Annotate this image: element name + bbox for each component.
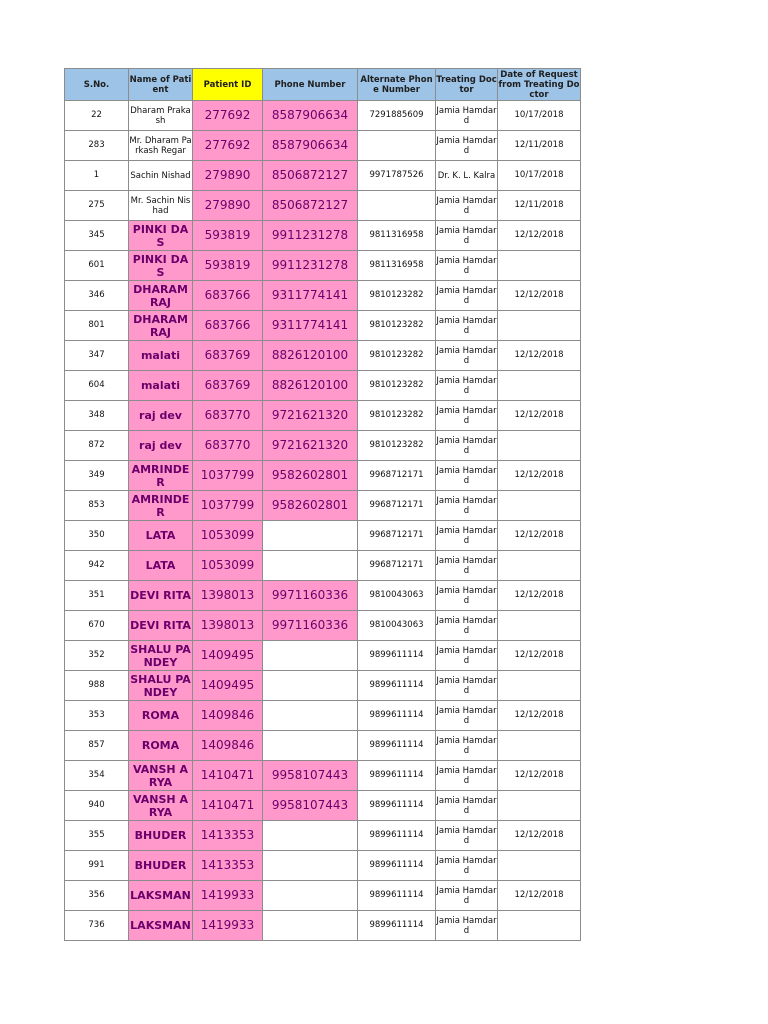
cell-date[interactable] <box>498 371 581 401</box>
cell-date[interactable]: 12/12/2018 <box>498 581 581 611</box>
cell-patient-name[interactable]: SHALU PANDEY <box>130 642 191 669</box>
cell-sno[interactable]: 352 <box>65 641 129 671</box>
cell-patient-id[interactable]: 1419933 <box>193 881 263 911</box>
cell-phone[interactable] <box>263 551 358 581</box>
table-row <box>65 851 581 881</box>
cell-phone[interactable]: 8506872127 <box>263 161 358 191</box>
table-row <box>65 701 581 731</box>
cell-sno[interactable]: 351 <box>65 581 129 611</box>
cell-alt-phone[interactable]: 9968712171 <box>358 461 436 491</box>
cell-date[interactable] <box>498 431 581 461</box>
cell-sno[interactable]: 601 <box>65 251 129 281</box>
cell-sno[interactable]: 345 <box>65 221 129 251</box>
cell-alt-phone[interactable]: 9810123282 <box>358 431 436 461</box>
cell-phone[interactable]: 8826120100 <box>263 341 358 371</box>
cell-date[interactable]: 12/12/2018 <box>498 281 581 311</box>
cell-alt-phone[interactable] <box>358 131 436 161</box>
cell-alt-phone[interactable]: 9968712171 <box>358 551 436 581</box>
table-row <box>65 911 581 941</box>
cell-sno[interactable]: 670 <box>65 611 129 641</box>
cell-alt-phone[interactable]: 9810123282 <box>358 311 436 341</box>
cell-patient-name[interactable]: LAKSMAN <box>129 881 193 911</box>
cell-patient-id[interactable]: 1037799 <box>193 491 263 521</box>
cell-date[interactable]: 12/12/2018 <box>498 701 581 731</box>
cell-phone[interactable] <box>263 641 358 671</box>
cell-patient-name[interactable]: VANSH ARYA <box>129 791 193 821</box>
cell-patient-id[interactable]: 1413353 <box>193 851 263 881</box>
cell-alt-phone[interactable]: 9899611114 <box>358 641 436 671</box>
cell-patient-name[interactable]: PINKI DAS <box>129 251 193 281</box>
cell-alt-phone[interactable]: 9899611114 <box>358 821 436 851</box>
cell-sno[interactable]: 347 <box>65 341 129 371</box>
cell-sno[interactable]: 275 <box>65 191 129 221</box>
cell-patient-id[interactable]: 683769 <box>193 341 263 371</box>
table-row <box>65 191 581 221</box>
cell-alt-phone[interactable]: 9899611114 <box>358 851 436 881</box>
cell-date[interactable] <box>498 731 581 761</box>
cell-patient-name[interactable]: LATA <box>129 551 193 581</box>
cell-doctor[interactable]: Jamia Hamdard <box>436 701 498 731</box>
table-row <box>65 641 581 671</box>
cell-date[interactable] <box>498 491 581 521</box>
cell-sno[interactable]: 349 <box>65 461 129 491</box>
cell-alt-phone[interactable]: 9810043063 <box>358 611 436 641</box>
cell-doctor[interactable]: Jamia Hamdard <box>436 911 498 941</box>
cell-alt-phone[interactable]: 9899611114 <box>358 731 436 761</box>
cell-patient-name[interactable]: LAKSMAN <box>129 911 193 941</box>
cell-phone[interactable]: 8587906634 <box>263 131 358 161</box>
table-row <box>65 761 581 791</box>
cell-alt-phone[interactable]: 9811316958 <box>358 221 436 251</box>
cell-date[interactable]: 12/12/2018 <box>498 461 581 491</box>
cell-doctor[interactable]: Dr. K. L. Kalra <box>436 161 498 191</box>
header-doctor: Treating Doctor <box>436 69 498 101</box>
cell-sno[interactable]: 356 <box>65 881 129 911</box>
cell-patient-id[interactable]: 1409495 <box>193 671 263 701</box>
cell-patient-id[interactable]: 1398013 <box>193 581 263 611</box>
header-phone: Phone Number <box>263 69 358 101</box>
cell-doctor[interactable]: Jamia Hamdard <box>436 251 498 281</box>
cell-patient-name[interactable]: AMRINDER <box>129 491 193 521</box>
cell-patient-id[interactable]: 1053099 <box>193 551 263 581</box>
cell-patient-name[interactable]: DHARAM RAJ <box>129 311 193 341</box>
cell-patient-name[interactable]: SHALU PANDEY <box>130 672 191 699</box>
cell-patient-id[interactable]: 1409846 <box>193 701 263 731</box>
cell-date[interactable]: 10/17/2018 <box>498 101 581 131</box>
cell-doctor[interactable]: Jamia Hamdard <box>436 401 498 431</box>
cell-alt-phone[interactable]: 9968712171 <box>358 521 436 551</box>
cell-phone[interactable] <box>263 881 358 911</box>
cell-patient-name[interactable]: BHUDER <box>129 821 193 851</box>
cell-doctor[interactable]: Jamia Hamdard <box>436 641 498 671</box>
table-row <box>65 431 581 461</box>
cell-patient-name[interactable]: raj dev <box>129 431 193 461</box>
cell-sno[interactable]: 736 <box>65 911 129 941</box>
cell-patient-id[interactable]: 1410471 <box>193 791 263 821</box>
cell-patient-name[interactable]: AMRINDER <box>129 461 193 491</box>
cell-doctor[interactable]: Jamia Hamdard <box>436 581 498 611</box>
cell-patient-id[interactable]: 683769 <box>193 371 263 401</box>
cell-date[interactable] <box>498 671 581 701</box>
cell-doctor[interactable]: Jamia Hamdard <box>436 491 498 521</box>
cell-patient-name[interactable]: ROMA <box>129 731 193 761</box>
cell-patient-id[interactable]: 683766 <box>193 281 263 311</box>
cell-doctor[interactable]: Jamia Hamdard <box>436 821 498 851</box>
table-row <box>65 131 581 161</box>
cell-alt-phone[interactable]: 9899611114 <box>358 911 436 941</box>
cell-patient-id[interactable]: 277692 <box>193 101 263 131</box>
cell-alt-phone[interactable]: 9968712171 <box>358 491 436 521</box>
cell-date[interactable]: 12/11/2018 <box>498 131 581 161</box>
cell-sno[interactable]: 22 <box>65 101 129 131</box>
cell-phone[interactable]: 9958107443 <box>263 761 358 791</box>
table-row <box>65 281 581 311</box>
cell-phone[interactable]: 9582602801 <box>263 461 358 491</box>
table-row <box>65 551 581 581</box>
table-row <box>65 161 581 191</box>
cell-doctor[interactable]: Jamia Hamdard <box>436 431 498 461</box>
cell-sno[interactable]: 1 <box>65 161 129 191</box>
cell-date[interactable] <box>498 551 581 581</box>
cell-sno[interactable]: 350 <box>65 521 129 551</box>
header-sno: S.No. <box>65 69 129 101</box>
cell-patient-name[interactable]: Mr. Dharam Parkash Regar <box>129 131 193 161</box>
cell-patient-name[interactable]: ROMA <box>129 701 193 731</box>
cell-patient-id[interactable]: 279890 <box>193 161 263 191</box>
cell-sno[interactable]: 348 <box>65 401 129 431</box>
cell-phone[interactable]: 9911231278 <box>263 251 358 281</box>
cell-alt-phone[interactable]: 9899611114 <box>358 881 436 911</box>
table-row <box>65 371 581 401</box>
cell-doctor[interactable]: Jamia Hamdard <box>436 221 498 251</box>
cell-alt-phone[interactable]: 9899611114 <box>358 671 436 701</box>
cell-doctor[interactable]: Jamia Hamdard <box>436 191 498 221</box>
cell-phone[interactable]: 9311774141 <box>263 281 358 311</box>
table-row <box>65 581 581 611</box>
cell-phone[interactable]: 8826120100 <box>263 371 358 401</box>
table-row <box>65 791 581 821</box>
table-row <box>65 101 581 131</box>
cell-sno[interactable]: 991 <box>65 851 129 881</box>
cell-patient-id[interactable]: 683766 <box>193 311 263 341</box>
cell-patient-name[interactable]: Sachin Nishad <box>129 161 193 191</box>
cell-phone[interactable] <box>263 911 358 941</box>
cell-phone[interactable]: 9971160336 <box>263 611 358 641</box>
cell-doctor[interactable]: Jamia Hamdard <box>436 731 498 761</box>
cell-sno[interactable]: 801 <box>65 311 129 341</box>
table-row <box>65 611 581 641</box>
cell-doctor[interactable]: Jamia Hamdard <box>436 341 498 371</box>
table-row <box>65 731 581 761</box>
cell-date[interactable]: 12/12/2018 <box>498 641 581 671</box>
cell-phone[interactable]: 9911231278 <box>263 221 358 251</box>
header-name: Name of Patient <box>129 69 193 101</box>
cell-doctor[interactable]: Jamia Hamdard <box>436 461 498 491</box>
cell-date[interactable]: 12/12/2018 <box>498 521 581 551</box>
cell-doctor[interactable]: Jamia Hamdard <box>436 671 498 701</box>
cell-doctor[interactable]: Jamia Hamdard <box>436 551 498 581</box>
cell-date[interactable]: 12/12/2018 <box>498 881 581 911</box>
table-row <box>65 311 581 341</box>
cell-date[interactable]: 12/12/2018 <box>498 761 581 791</box>
cell-sno[interactable]: 354 <box>65 761 129 791</box>
cell-alt-phone[interactable]: 9899611114 <box>358 701 436 731</box>
cell-sno[interactable]: 353 <box>65 701 129 731</box>
header-date: Date of Request from Treating Doctor <box>498 69 580 100</box>
cell-patient-name[interactable]: VANSH ARYA <box>129 761 193 791</box>
cell-sno[interactable]: 988 <box>65 671 129 701</box>
cell-sno[interactable]: 857 <box>65 731 129 761</box>
cell-doctor[interactable]: Jamia Hamdard <box>436 281 498 311</box>
cell-patient-name[interactable]: malati <box>129 371 193 401</box>
patient-table <box>64 68 581 941</box>
cell-patient-id[interactable]: 1409846 <box>193 731 263 761</box>
cell-phone[interactable]: 8506872127 <box>263 191 358 221</box>
cell-phone[interactable] <box>263 521 358 551</box>
cell-date[interactable]: 10/17/2018 <box>498 161 581 191</box>
cell-alt-phone[interactable]: 9899611114 <box>358 761 436 791</box>
table-row <box>65 881 581 911</box>
cell-sno[interactable]: 283 <box>65 131 129 161</box>
cell-alt-phone[interactable]: 9810123282 <box>358 401 436 431</box>
header-alt-phone: Alternate Phone Number <box>358 69 436 101</box>
table-row <box>65 461 581 491</box>
cell-phone[interactable] <box>263 671 358 701</box>
cell-sno[interactable]: 942 <box>65 551 129 581</box>
cell-doctor[interactable]: Jamia Hamdard <box>436 521 498 551</box>
cell-sno[interactable]: 604 <box>65 371 129 401</box>
cell-doctor[interactable]: Jamia Hamdard <box>436 761 498 791</box>
header-patient-id: Patient ID <box>193 69 263 101</box>
table-row <box>65 341 581 371</box>
table-row <box>65 821 581 851</box>
cell-date[interactable] <box>498 311 581 341</box>
cell-patient-name[interactable]: BHUDER <box>129 851 193 881</box>
cell-patient-id[interactable]: 1037799 <box>193 461 263 491</box>
cell-date[interactable]: 12/12/2018 <box>498 341 581 371</box>
cell-patient-id[interactable]: 1419933 <box>193 911 263 941</box>
cell-phone[interactable]: 8587906634 <box>263 101 358 131</box>
cell-date[interactable] <box>498 251 581 281</box>
cell-patient-id[interactable]: 1410471 <box>193 761 263 791</box>
cell-alt-phone[interactable]: 9899611114 <box>358 791 436 821</box>
cell-sno[interactable]: 346 <box>65 281 129 311</box>
cell-phone[interactable] <box>263 821 358 851</box>
cell-phone[interactable]: 9582602801 <box>263 491 358 521</box>
cell-patient-id[interactable]: 1409495 <box>193 641 263 671</box>
cell-patient-id[interactable]: 279890 <box>193 191 263 221</box>
cell-patient-id[interactable]: 1413353 <box>193 821 263 851</box>
cell-phone[interactable]: 9958107443 <box>263 791 358 821</box>
cell-doctor[interactable]: Jamia Hamdard <box>436 791 498 821</box>
cell-date[interactable] <box>498 611 581 641</box>
cell-sno[interactable]: 355 <box>65 821 129 851</box>
cell-alt-phone[interactable]: 9810123282 <box>358 341 436 371</box>
table-row <box>65 521 581 551</box>
cell-alt-phone[interactable]: 9810043063 <box>358 581 436 611</box>
cell-patient-id[interactable]: 277692 <box>193 131 263 161</box>
cell-alt-phone[interactable]: 7291885609 <box>358 101 436 131</box>
cell-patient-name[interactable]: DEVI RITA <box>129 581 193 611</box>
table-row <box>65 401 581 431</box>
cell-phone[interactable]: 9311774141 <box>263 311 358 341</box>
cell-date[interactable] <box>498 851 581 881</box>
cell-doctor[interactable]: Jamia Hamdard <box>436 371 498 401</box>
cell-sno[interactable]: 940 <box>65 791 129 821</box>
cell-patient-id[interactable]: 683770 <box>193 431 263 461</box>
cell-patient-name[interactable]: LATA <box>129 521 193 551</box>
cell-phone[interactable]: 9971160336 <box>263 581 358 611</box>
cell-patient-id[interactable]: 593819 <box>193 251 263 281</box>
cell-date[interactable] <box>498 911 581 941</box>
cell-patient-name[interactable]: malati <box>129 341 193 371</box>
table-row <box>65 221 581 251</box>
cell-doctor[interactable]: Jamia Hamdard <box>436 101 498 131</box>
cell-doctor[interactable]: Jamia Hamdard <box>436 881 498 911</box>
cell-doctor[interactable]: Jamia Hamdard <box>436 131 498 161</box>
cell-doctor[interactable]: Jamia Hamdard <box>436 851 498 881</box>
cell-phone[interactable] <box>263 851 358 881</box>
table-row <box>65 671 581 701</box>
cell-sno[interactable]: 853 <box>65 491 129 521</box>
cell-alt-phone[interactable] <box>358 191 436 221</box>
cell-patient-id[interactable]: 1398013 <box>193 611 263 641</box>
cell-sno[interactable]: 872 <box>65 431 129 461</box>
cell-patient-id[interactable]: 683770 <box>193 401 263 431</box>
cell-alt-phone[interactable]: 9810123282 <box>358 281 436 311</box>
cell-alt-phone[interactable]: 9810123282 <box>358 371 436 401</box>
cell-patient-name[interactable]: PINKI DAS <box>129 221 193 251</box>
cell-date[interactable] <box>498 791 581 821</box>
cell-patient-name[interactable]: DEVI RITA <box>129 611 193 641</box>
cell-doctor[interactable]: Jamia Hamdard <box>436 311 498 341</box>
cell-date[interactable]: 12/11/2018 <box>498 191 581 221</box>
table-row <box>65 251 581 281</box>
cell-phone[interactable] <box>263 701 358 731</box>
table-row <box>65 491 581 521</box>
cell-date[interactable]: 12/12/2018 <box>498 221 581 251</box>
cell-date[interactable]: 12/12/2018 <box>498 401 581 431</box>
cell-patient-name[interactable]: DHARAM RAJ <box>129 281 193 311</box>
cell-patient-name[interactable]: Dharam Prakash <box>129 101 193 131</box>
table-body <box>65 101 581 941</box>
cell-phone[interactable] <box>263 731 358 761</box>
cell-doctor[interactable]: Jamia Hamdard <box>436 611 498 641</box>
cell-alt-phone[interactable]: 9971787526 <box>358 161 436 191</box>
cell-phone[interactable]: 9721621320 <box>263 431 358 461</box>
header-row <box>65 69 581 101</box>
cell-patient-name[interactable]: Mr. Sachin Nishad <box>129 191 193 221</box>
cell-date[interactable]: 12/12/2018 <box>498 821 581 851</box>
cell-patient-id[interactable]: 1053099 <box>193 521 263 551</box>
cell-phone[interactable]: 9721621320 <box>263 401 358 431</box>
cell-alt-phone[interactable]: 9811316958 <box>358 251 436 281</box>
cell-patient-name[interactable]: raj dev <box>129 401 193 431</box>
cell-patient-id[interactable]: 593819 <box>193 221 263 251</box>
